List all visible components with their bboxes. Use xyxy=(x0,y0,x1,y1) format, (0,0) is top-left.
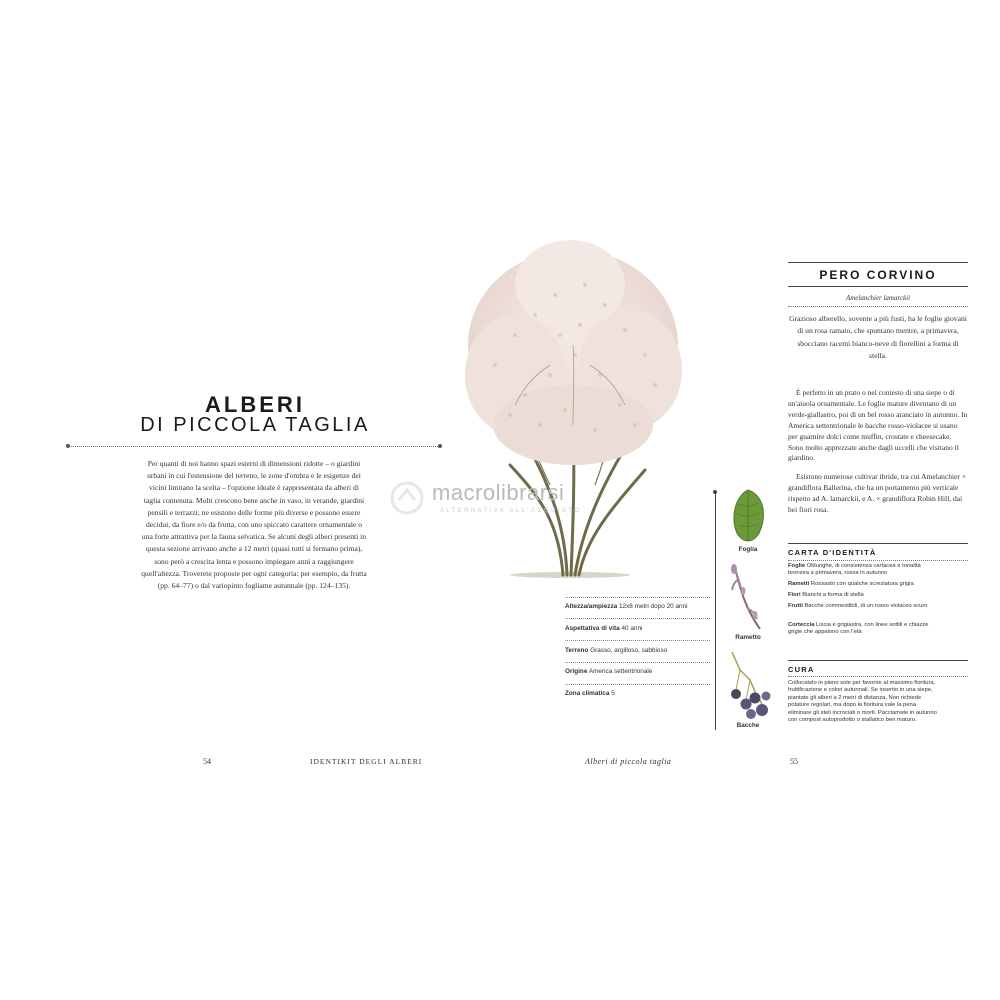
fact-value: America settentrionale xyxy=(588,668,653,675)
species-body-paragraph: È perfetto in un prato o nel contesto di una siepe o di un'aiuola ornamentale. Le foglie mature diventano di un verde-giallastro, poi di un bel rosso aranciato in autunno. In America settentrionale le bacche rosso-violacee si usano per guarnire dolci come muffin, crostate e cheesecake. Sono molto apprezzate anche dagli uccelli che visitano il giardino. xyxy=(788,388,968,463)
fact-label: Terreno xyxy=(565,647,589,654)
species-latin-name: Amelanchier lamarckii xyxy=(845,294,911,302)
twig-icon xyxy=(725,563,770,633)
id-card-label: Fiori xyxy=(788,592,801,598)
rule-dot-right xyxy=(438,444,442,448)
intro-paragraph: Per quanti di noi hanno spazi esterni di dimensioni ridotte – o giardini urbani in cui l'estensione del terreno, le zone d'ombra e le esigenze dei vicini limitano la scelta – l'opzione ideale è rappresentata da alberi di taglia contenuta. Molti crescono bene anche in vaso, in verande, giardini pensili e terrazzi; ne esistono delle forme più diverse e possono essere decidui, da fiore e/o da frutta, con uno spiccato carattere ornamentale o una forte attrattiva per la fauna selvatica. Se alcuni degli alberi presenti in questa sezione arrivano anche a 12 metri (quasi tutti si fermano prima), sono però a crescita lenta e possono impiegare anni a raggiungere quell'altezza. Troverete proposte per ogni categoria: per esempio, da frutta (pp. 64–77) o dal variopinto fogliame autunnale (pp. 124–135). xyxy=(141,459,367,591)
fact-soil xyxy=(565,647,713,654)
fact-divider xyxy=(565,662,710,663)
running-head-left: IDENTIKIT DEGLI ALBERI xyxy=(310,757,423,766)
species-lead-paragraph: Grazioso alberello, sovente a più fusti, ha le foglie giovani di un rosa ramato, che spuntano mentre, a primavera, sbocciano racemi bianco-neve di fiorellini a forma di stella. xyxy=(789,314,967,360)
fact-divider xyxy=(565,684,710,685)
id-card-label: Corteccia xyxy=(788,622,815,628)
id-card-item-bark xyxy=(788,622,938,637)
tree-illustration xyxy=(455,225,690,585)
id-card-top-rule xyxy=(788,543,968,544)
care-text: Collocatelo in pieno sole per favorire al massimo fioritura, fruttificazione e colori autunnali. Se inserito in una siepe, piantate gli alberi a 2 metri di distanza. Non richiede potature regolari, ma dopo la fioritura vale la pena eliminare gli steli incrociati o morti. Pacciamate in autunno con compost autoprodotto o stallatico ben maturo. xyxy=(788,680,937,724)
fact-lifespan xyxy=(565,625,713,632)
fact-origin xyxy=(565,668,713,675)
specimen-label-leaf: Foglia xyxy=(738,546,758,553)
species-dotted-rule xyxy=(788,306,968,307)
id-card-text: Liscia e grigiastra, con linee sottili e chiazze grigie che appaiono con l'età xyxy=(788,622,929,636)
id-card-item-flowers xyxy=(788,592,938,599)
id-card-label: Rametti xyxy=(788,581,810,587)
fact-value: 5 xyxy=(611,690,615,697)
species-cultivars-paragraph: Esistono numerose cultivar ibride, tra cui Amelanchier × grandiflora Ballerina, che ha un portamento più verticale rispetto ad A. lamarckii, e A. × grandiflora Robin Hill, dai bei fiori rosa. xyxy=(788,472,967,514)
fact-climate-zone xyxy=(565,690,713,697)
id-card-text: Bacche commestibili, di un rosso violaceo scuro xyxy=(804,603,928,609)
id-card-text: Rossastri con qualche screziatura grigia xyxy=(810,581,914,587)
id-card-label: Frutti xyxy=(788,603,803,609)
fact-label: Zona climatica xyxy=(565,690,610,697)
specimen-label-berries: Bacche xyxy=(736,722,760,729)
fact-divider xyxy=(565,618,710,619)
fact-height xyxy=(565,603,713,610)
id-card-text: Bianchi a forma di stella xyxy=(802,592,864,598)
fact-value: Grasso, argilloso, sabbioso xyxy=(590,647,668,654)
running-head-right: Alberi di piccola taglia xyxy=(585,757,672,766)
fact-label: Aspettativa di vita xyxy=(565,625,620,632)
care-rule xyxy=(788,676,968,677)
id-card-item-fruits xyxy=(788,603,938,610)
fact-value: 40 anni xyxy=(621,625,643,632)
fact-divider xyxy=(565,640,710,641)
id-card-text: Oblunghe, di consistenza cartacea e tonalità bronzea a primavera, rossa in autunno xyxy=(788,563,921,577)
id-card-label: Foglie xyxy=(788,563,806,569)
care-top-rule xyxy=(788,660,968,661)
id-card-rule xyxy=(788,560,968,561)
id-card-title: CARTA D'IDENTITÀ xyxy=(788,548,877,557)
care-title: CURA xyxy=(788,665,815,674)
id-card-item-twigs xyxy=(788,581,938,588)
specimen-label-twig: Rametto xyxy=(735,634,761,641)
title-divider xyxy=(68,446,440,447)
watermark-text: macrolibrarsi xyxy=(432,480,565,505)
specimen-divider xyxy=(715,492,716,730)
species-rule xyxy=(788,286,968,287)
section-title-line2: DI PICCOLA TAGLIA xyxy=(140,414,370,436)
berries-icon xyxy=(722,650,777,722)
species-top-rule xyxy=(788,262,968,263)
watermark-subtext: ALTERNATIVA ALL'ACQUISTO xyxy=(440,508,582,514)
fact-value: 12x8 metri dopo 20 anni xyxy=(619,603,688,610)
fact-label: Altezza/ampiezza xyxy=(565,603,618,610)
species-name: PERO CORVINO xyxy=(819,268,937,282)
fact-label: Origine xyxy=(565,668,588,675)
page-number-left: 54 xyxy=(203,757,211,766)
leaf-icon xyxy=(728,487,770,547)
page-number-right: 55 xyxy=(790,757,798,766)
section-title-line1: ALBERI xyxy=(205,392,305,417)
fact-divider xyxy=(565,597,710,598)
id-card-item-leaves xyxy=(788,563,938,578)
